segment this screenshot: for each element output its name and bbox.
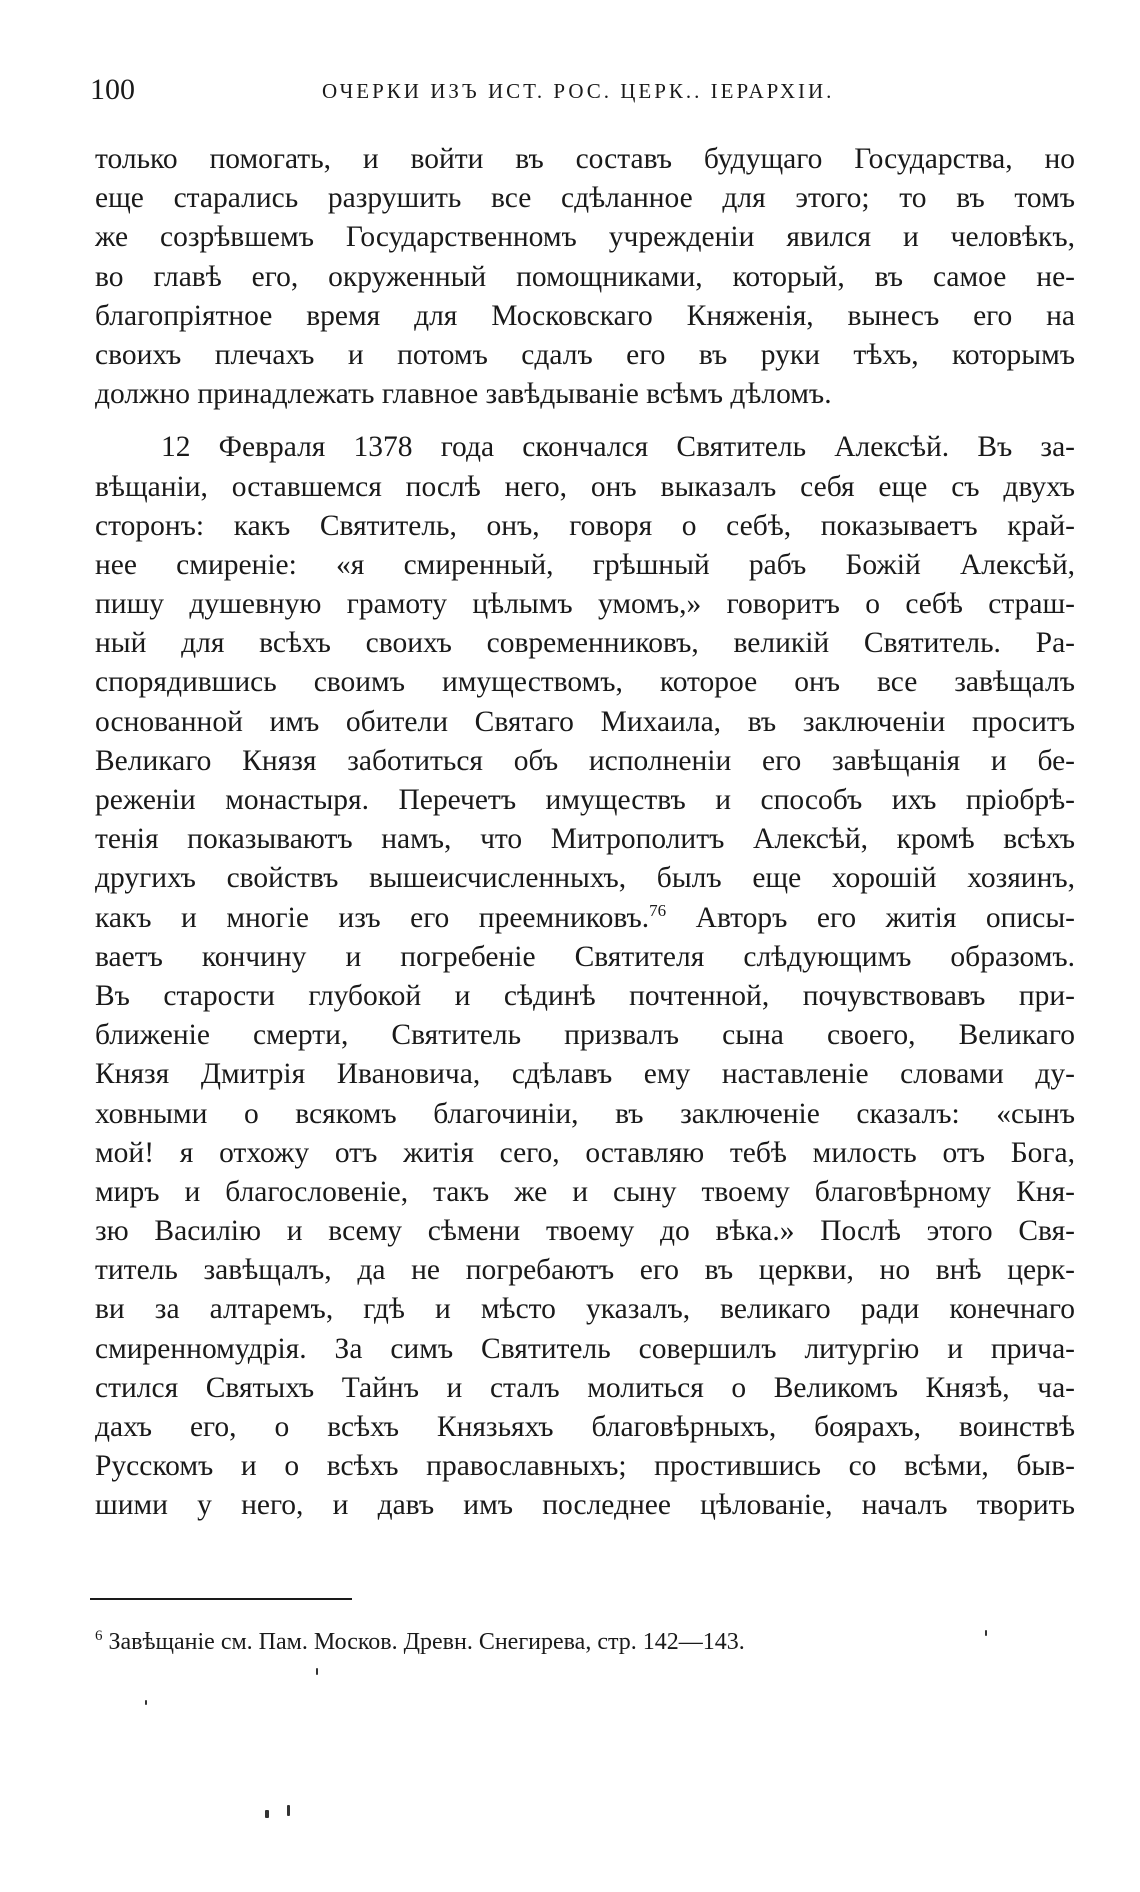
text-line: своихъ плечахъ и потомъ сдалъ его въ руки тѣхъ, которымъ (95, 338, 1075, 371)
page-number: 100 (90, 73, 135, 106)
text-line: Русскомъ и о всѣхъ православныхъ; простившись со всѣми, быв- (95, 1450, 1075, 1483)
text-line: тенія показываютъ намъ, что Митрополитъ Алексѣй, кромѣ всѣхъ (95, 823, 1075, 856)
text-line: 12 Февраля 1378 года скончался Святитель Алексѣй. Въ за- (161, 431, 1075, 464)
text-line: ви за алтаремъ, гдѣ и мѣсто указалъ, великаго ради конечнаго (95, 1293, 1075, 1326)
text-line: другихъ свойствъ вышеисчисленныхъ, былъ еще хорошій хозяинъ, (95, 862, 1075, 895)
note-line-end: Авторъ его житія описы- (666, 901, 1075, 934)
ink-speck (287, 1805, 290, 1816)
text-line: дахъ его, о всѣхъ Князьяхъ благовѣрныхъ, боярахъ, воинствѣ (95, 1411, 1075, 1443)
text-line: ваетъ кончину и погребеніе Святителя слѣдующимъ образомъ. (95, 940, 1075, 973)
text-line: мой! я отхожу отъ житія сего, оставляю тебѣ милость отъ Бога, (95, 1136, 1075, 1169)
text-line: благопріятное время для Московскаго Княженія, вынесъ его на (95, 299, 1075, 332)
ink-speck (985, 1630, 987, 1636)
text-line: же созрѣвшемъ Государственномъ учрежденіи явился и человѣкъ, (95, 221, 1075, 254)
body-text (95, 140, 1075, 1526)
footnote-text: Завѣщаніе см. Пам. Москов. Древн. Снегирева, стр. 142—143. (108, 1629, 745, 1655)
text-line: еще старались разрушить все сдѣланное для этого; то въ томъ (95, 182, 1075, 215)
text-line: основанной имъ обители Святаго Михаила, въ заключеніи проситъ (95, 705, 1075, 738)
text-line: стился Святыхъ Тайнъ и сталъ молиться о Великомъ Князѣ, ча- (95, 1371, 1075, 1404)
running-title: ОЧЕРКИ ИЗЪ ИСТ. РОС. ЦЕРК.. IЕРАРХIИ. (322, 79, 835, 103)
text-line: зю Василію и всему сѣмени твоему до вѣка.» Послѣ этого Свя- (95, 1215, 1075, 1248)
footnote-divider (90, 1598, 352, 1600)
text-line: смиренномудрія. За симъ Святитель совершилъ литургію и прича- (95, 1332, 1075, 1365)
note-line-start: какъ и многіе изъ его преемниковъ. (95, 901, 650, 934)
text-line: спорядившись своимъ имуществомъ, которое онъ все завѣщалъ (95, 666, 1075, 699)
text-line: только помогать, и войти въ составъ будущаго Государства, но (95, 143, 1075, 175)
text-line: Великаго Князя заботиться объ исполненіи его завѣщанія и бе- (95, 744, 1075, 777)
text-line: пишу душевную грамоту цѣлымъ умомъ,» говоритъ о себѣ страш- (95, 588, 1075, 621)
text-line: миръ и благословеніе, такъ же и сыну твоему благовѣрному Кня- (95, 1175, 1075, 1208)
text-line: Князя Дмитрія Ивановича, сдѣлавъ ему наставленіе словами ду- (95, 1058, 1075, 1091)
ink-speck (265, 1810, 269, 1818)
footnote-reference[interactable]: 76 (649, 900, 667, 920)
ink-speck (316, 1668, 318, 1675)
text-line: реженіи монастыря. Перечетъ имуществъ и способъ ихъ пріобрѣ- (95, 784, 1075, 816)
footnote-mark: 6 (95, 1628, 103, 1644)
text-line: сторонъ: какъ Святитель, онъ, говоря о себѣ, показываетъ край- (95, 509, 1075, 542)
text-line: вѣщаніи, оставшемся послѣ него, онъ выказалъ себя еще съ двухъ (95, 470, 1075, 503)
text-line: титель завѣщалъ, да не погребаютъ его въ церкви, но внѣ церк- (95, 1254, 1075, 1287)
page-header (90, 70, 1080, 110)
text-line: ховными о всякомъ благочиніи, въ заключеніе сказалъ: «сынъ (95, 1097, 1075, 1130)
text-line-with-note (95, 899, 1075, 938)
footnote (95, 1626, 745, 1658)
paragraph-1 (95, 140, 1075, 414)
text-line: ный для всѣхъ своихъ современниковъ, великій Святитель. Ра- (95, 627, 1075, 660)
text-line: должно принадлежать главное завѣдываніе всѣмъ дѣломъ. (95, 378, 832, 411)
text-line: нее смиреніе: «я смиренный, грѣшный рабъ Божій Алексѣй, (95, 548, 1075, 581)
paragraph-2 (95, 428, 1075, 1525)
ink-speck (145, 1700, 147, 1705)
text-line: ближеніе смерти, Святитель призвалъ сына своего, Великаго (95, 1019, 1075, 1052)
text-line: шими у него, и давъ имъ последнее цѣлованіе, началъ творить (95, 1489, 1075, 1522)
text-line: Въ старости глубокой и сѣдинѣ почтенной, почувствовавъ при- (95, 979, 1075, 1012)
text-line: во главѣ его, окруженный помощниками, который, въ самое не- (95, 260, 1075, 293)
